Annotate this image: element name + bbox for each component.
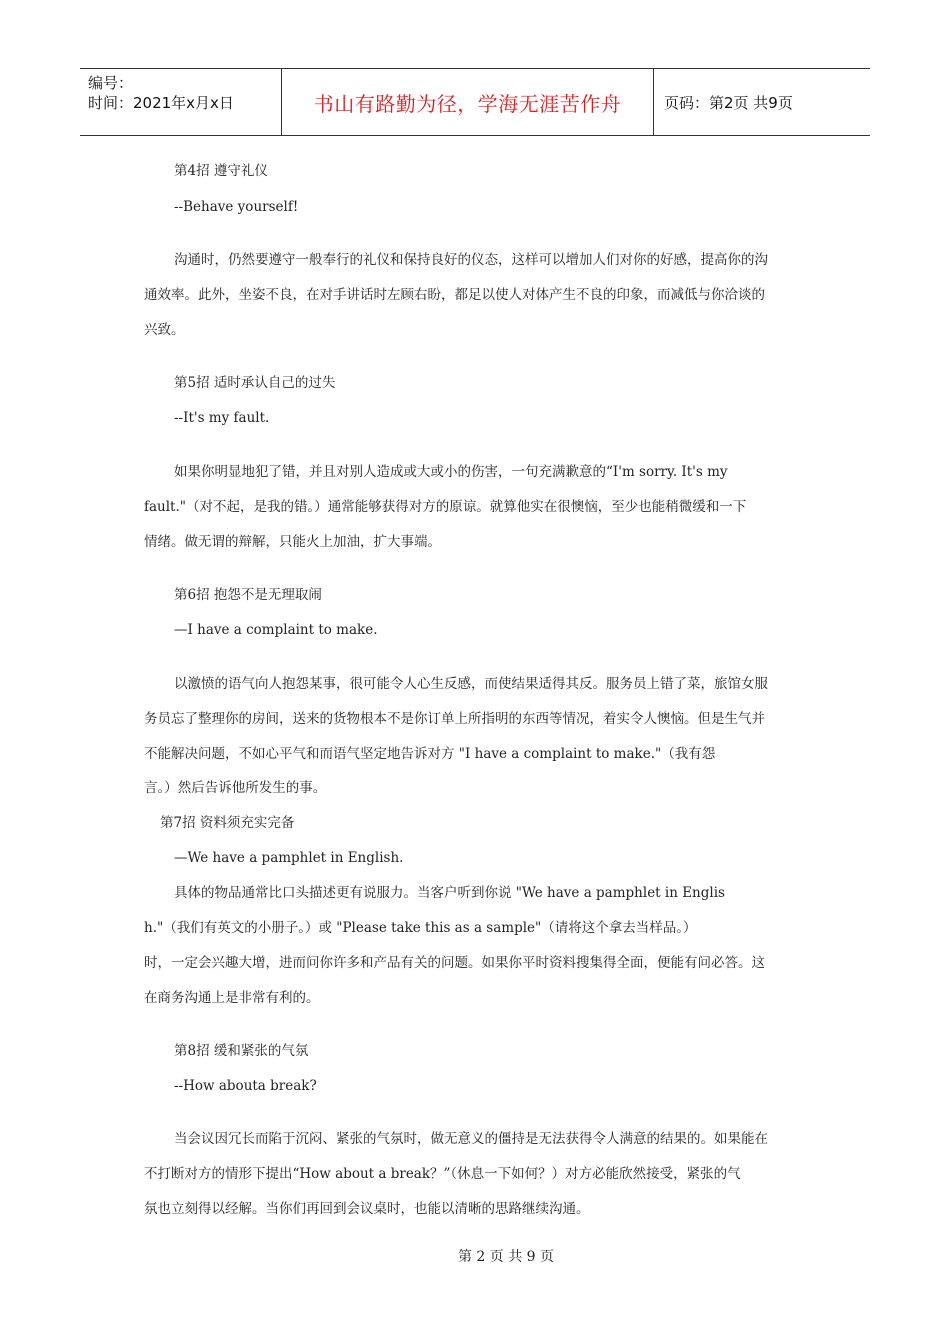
paragraph-line: 言。）然后告诉他所发生的事。 bbox=[144, 780, 327, 796]
paragraph-line: 兴致。 bbox=[144, 322, 185, 338]
header-motto: 书山有路勤为径，学海无涯苦作舟 bbox=[282, 69, 654, 135]
paragraph-line: h."（我们有英文的小册子。）或 "Please take this as a sample"（请将这个拿去当样品。） bbox=[144, 920, 697, 936]
section-title: 第5招 适时承认自己的过失 bbox=[174, 375, 336, 391]
paragraph-line: 如果你明显地犯了错，并且对别人造成或大或小的伤害，一句充满歉意的“I'm sorry. It's my bbox=[174, 464, 728, 480]
document-time-label: 时间：2021年x月x日 bbox=[88, 94, 234, 112]
section-title: 第8招 缓和紧张的气氛 bbox=[174, 1043, 309, 1059]
page-header bbox=[80, 68, 870, 136]
paragraph-line: 情绪。做无谓的辩解，只能火上加油，扩大事端。 bbox=[144, 534, 441, 550]
document-code-label: 编号： bbox=[88, 74, 134, 92]
section-phrase: --How abouta break? bbox=[174, 1078, 317, 1094]
paragraph-line: 以激愤的语气向人抱怨某事，很可能令人心生反感，而使结果适得其反。服务员上错了菜，旅馆女服 bbox=[174, 676, 768, 692]
paragraph-line: 氛也立刻得以经解。当你们再回到会议桌时，也能以清晰的思路继续沟通。 bbox=[144, 1201, 590, 1217]
paragraph-line: 通效率。此外，坐姿不良，在对手讲话时左顾右盼，都足以使人对体产生不良的印象，而减低与你洽谈的 bbox=[144, 287, 765, 303]
paragraph-line: 务员忘了整理你的房间，送来的货物根本不是你订单上所指明的东西等情况，着实令人懊恼。但是生气并 bbox=[144, 711, 765, 727]
section-title: 第6招 抱怨不是无理取闹 bbox=[174, 587, 322, 603]
paragraph-line: 沟通时，仍然要遵守一般奉行的礼仪和保持良好的仪态，这样可以增加人们对你的好感，提高你的沟 bbox=[174, 252, 768, 268]
page-footer: 第 2 页 共 9 页 bbox=[457, 1249, 555, 1265]
section-phrase: --It's my fault. bbox=[174, 410, 270, 426]
paragraph-line: 时，一定会兴趣大增，进而问你许多和产品有关的问题。如果你平时资料搜集得全面，便能有问必答。这 bbox=[144, 955, 765, 971]
paragraph-line: 不打断对方的情形下提出“How about a break？”（休息一下如何？）对方必能欣然接受，紧张的气 bbox=[144, 1166, 741, 1182]
section-title: 第4招 遵守礼仪 bbox=[174, 163, 268, 179]
header-page-label: 页码：第2页 共9页 bbox=[664, 93, 793, 112]
section-phrase: —We have a pamphlet in English. bbox=[174, 850, 404, 866]
section-title: 第7招 资料须充实完备 bbox=[160, 815, 295, 831]
header-info-cell bbox=[80, 69, 282, 135]
section-phrase: —I have a complaint to make. bbox=[174, 622, 378, 638]
section-phrase: --Behave yourself! bbox=[174, 199, 299, 215]
paragraph-line: fault."（对不起，是我的错。）通常能够获得对方的原谅。就算他实在很懊恼，至少也能稍微缓和一下 bbox=[144, 499, 747, 515]
paragraph-line: 不能解决问题，不如心平气和而语气坚定地告诉对方 "I have a complaint to make."（我有怨 bbox=[144, 746, 716, 762]
paragraph-line: 具体的物品通常比口头描述更有说服力。当客户听到你说 "We have a pamphlet in Englis bbox=[174, 885, 725, 901]
paragraph-line: 在商务沟通上是非常有利的。 bbox=[144, 990, 320, 1006]
paragraph-line: 当会议因冗长而陷于沉闷、紧张的气氛时，做无意义的僵持是无法获得令人满意的结果的。如果能在 bbox=[174, 1131, 768, 1147]
